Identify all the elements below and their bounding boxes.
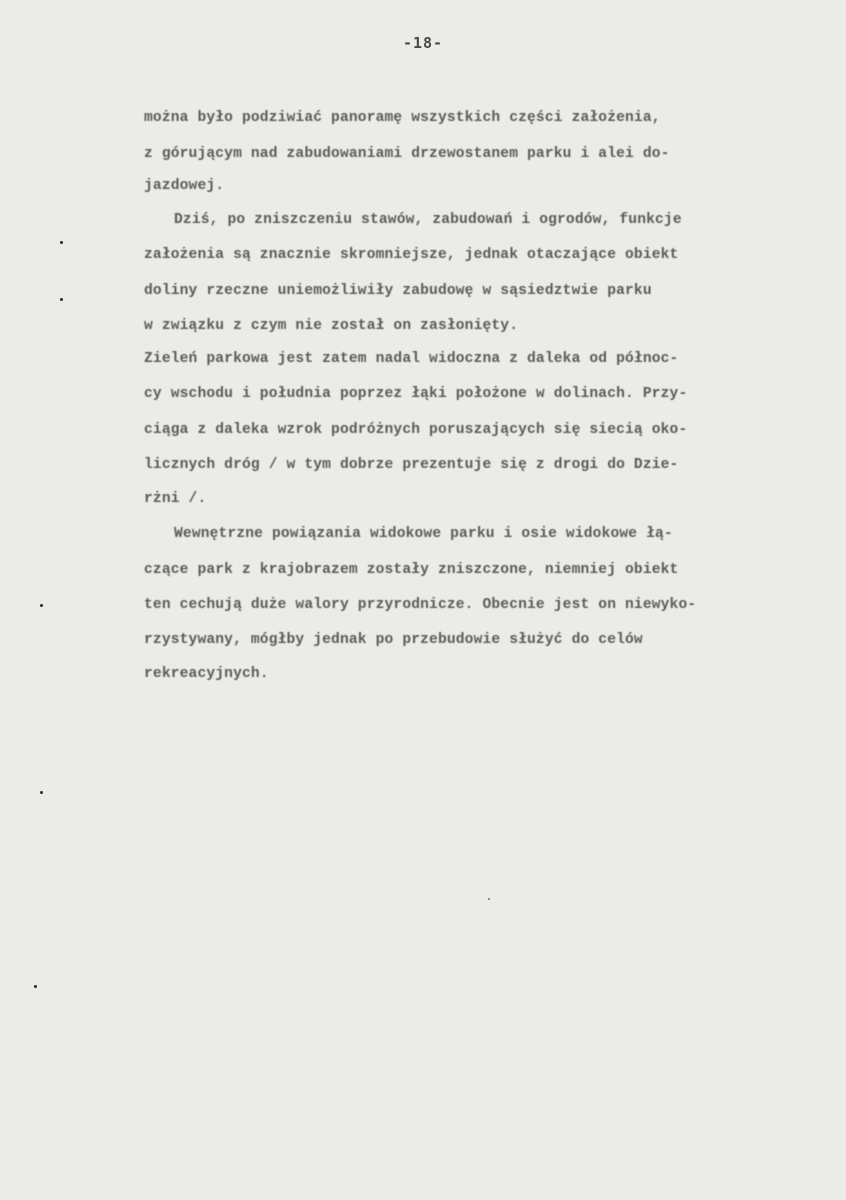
text-line: ten cechują duże walory przyrodnicze. Obecnie jest on niewyko- — [144, 597, 697, 613]
text-line: Wewnętrzne powiązania widokowe parku i osie widokowe łą- — [174, 526, 673, 542]
speck — [488, 898, 490, 900]
text-line: licznych dróg / w tym dobrze prezentuje się z drogi do Dzie- — [144, 457, 679, 473]
margin-dot — [40, 791, 43, 794]
text-line: założenia są znacznie skromniejsze, jednak otaczające obiekt — [144, 247, 679, 263]
text-line: doliny rzeczne uniemożliwiły zabudowę w sąsiedztwie parku — [144, 283, 652, 299]
text-line: Zieleń parkowa jest zatem nadal widoczna z daleka od północ- — [144, 351, 679, 367]
text-line: ciąga z daleka wzrok podróżnych poruszających się siecią oko- — [144, 422, 688, 438]
text-line: z górującym nad zabudowaniami drzewostanem parku i alei do- — [144, 146, 670, 162]
text-line: w związku z czym nie został on zasłonięty. — [144, 318, 519, 334]
page-number: -18- — [402, 34, 444, 52]
text-line: cy wschodu i południa poprzez łąki położone w dolinach. Przy- — [144, 386, 688, 402]
text-line: można było podziwiać panoramę wszystkich części założenia, — [144, 110, 661, 126]
text-line: jazdowej. — [144, 178, 225, 194]
margin-dot — [60, 241, 63, 244]
text-line: rzystywany, mógłby jednak po przebudowie służyć do celów — [144, 632, 643, 648]
text-line: czące park z krajobrazem zostały zniszczone, niemniej obiekt — [144, 562, 679, 578]
text-line: Dziś, po zniszczeniu stawów, zabudowań i ogrodów, funkcje — [174, 212, 682, 228]
margin-dot — [60, 298, 63, 301]
margin-dot — [34, 985, 37, 988]
text-line: rekreacyjnych. — [144, 666, 269, 682]
margin-dot — [40, 604, 43, 607]
text-line: rżni /. — [144, 491, 207, 507]
